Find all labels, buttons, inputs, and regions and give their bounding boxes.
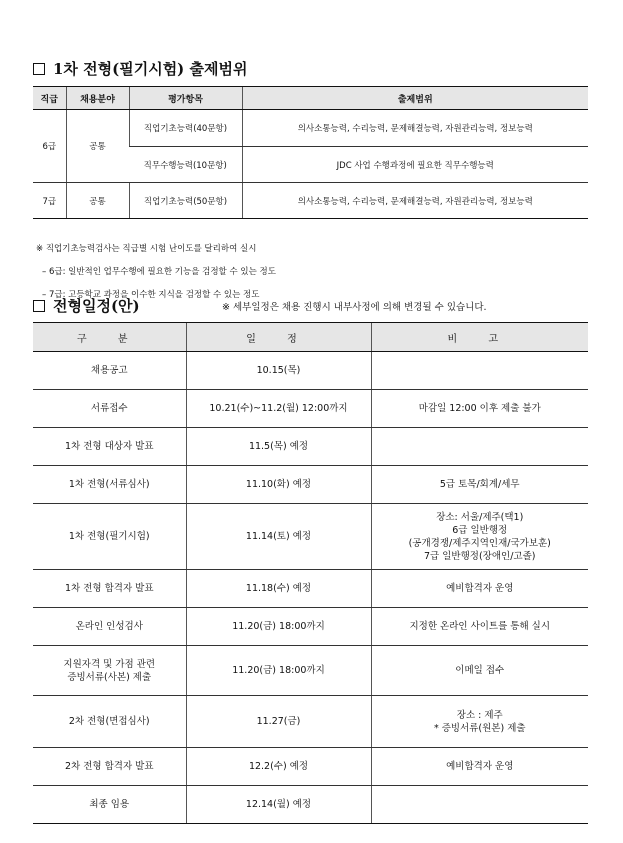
section1-title: 1차 전형(필기시험) 출제범위	[53, 60, 248, 78]
category-cell: 최종 임용	[33, 786, 186, 824]
grade-cell: 7급	[33, 183, 66, 219]
table-row	[33, 110, 588, 147]
category-cell: 채용공고	[33, 352, 186, 390]
category-cell: 서류접수	[33, 390, 186, 428]
scope-cell: JDC 사업 수행과정에 필요한 직무수행능력	[242, 147, 588, 183]
header-grade: 직급	[33, 87, 66, 110]
table-row	[33, 504, 588, 570]
table-row	[33, 352, 588, 390]
table-row	[33, 608, 588, 646]
table-row	[33, 748, 588, 786]
table-row	[33, 183, 588, 219]
schedule-cell: 11.20(금) 18:00까지	[186, 646, 371, 696]
schedule-cell: 11.14(토) 예정	[186, 504, 371, 570]
section2-title: 전형일정(안)	[53, 297, 140, 315]
table-row	[33, 466, 588, 504]
header-field: 채용분야	[66, 87, 129, 110]
category-cell: 1차 전형 합격자 발표	[33, 570, 186, 608]
table-row	[33, 428, 588, 466]
note-line: – 7급: 고등학교 과정을 이수한 지식을 검정할 수 있는 정도	[42, 289, 260, 300]
category-cell: 1차 전형(필기시험)	[33, 504, 186, 570]
section1-heading	[33, 58, 247, 79]
remark-cell	[371, 428, 588, 466]
note-line: ※ 직업기초능력검사는 직급별 시험 난이도를 달리하여 실시	[36, 243, 257, 254]
remark-cell: 5급 토목/회계/세무	[371, 466, 588, 504]
category-cell: 1차 전형(서류심사)	[33, 466, 186, 504]
table-row	[33, 786, 588, 824]
schedule-cell: 11.27(금)	[186, 696, 371, 748]
header-item: 평가항목	[129, 87, 242, 110]
header-scope: 출제범위	[242, 87, 588, 110]
category-cell: 2차 전형(면접심사)	[33, 696, 186, 748]
schedule-cell: 10.21(수)~11.2(월) 12:00까지	[186, 390, 371, 428]
scope-cell: 의사소통능력, 수리능력, 문제해결능력, 자원관리능력, 정보능력	[242, 183, 588, 219]
checkbox-square-icon	[33, 300, 45, 312]
schedule-cell: 10.15(목)	[186, 352, 371, 390]
remark-cell: 장소: 서울/제주(택1) 6급 일반행정 (공개경쟁/제주지역인재/국가보훈) 7급 일반행정(장애인/고졸)	[371, 504, 588, 570]
table-row	[33, 390, 588, 428]
note-line: – 6급: 일반적인 업무수행에 필요한 기능을 검정할 수 있는 정도	[42, 266, 276, 277]
category-cell: 지원자격 및 가점 관련 증빙서류(사본) 제출	[33, 646, 186, 696]
field-cell: 공통	[66, 183, 129, 219]
category-cell: 2차 전형 합격자 발표	[33, 748, 186, 786]
schedule-change-note: ※ 세부일정은 채용 진행시 내부사정에 의해 변경될 수 있습니다.	[222, 302, 487, 313]
schedule-cell: 11.20(금) 18:00까지	[186, 608, 371, 646]
schedule-table	[33, 322, 588, 824]
schedule-cell: 11.18(수) 예정	[186, 570, 371, 608]
schedule-cell: 11.5(목) 예정	[186, 428, 371, 466]
scope-cell: 의사소통능력, 수리능력, 문제해결능력, 자원관리능력, 정보능력	[242, 110, 588, 147]
table-row	[33, 696, 588, 748]
remark-cell: 장소 : 제주 * 증빙서류(원본) 제출	[371, 696, 588, 748]
remark-cell	[371, 786, 588, 824]
remark-cell: 이메일 접수	[371, 646, 588, 696]
header-remark: 비 고	[371, 323, 588, 352]
schedule-cell: 12.14(월) 예정	[186, 786, 371, 824]
item-cell: 직업기초능력(40문항)	[129, 110, 242, 147]
category-cell: 온라인 인성검사	[33, 608, 186, 646]
table-row	[33, 570, 588, 608]
schedule-cell: 11.10(화) 예정	[186, 466, 371, 504]
header-schedule: 일 정	[186, 323, 371, 352]
table-row	[33, 646, 588, 696]
checkbox-square-icon	[33, 63, 45, 75]
remark-cell: 예비합격자 운영	[371, 570, 588, 608]
field-cell: 공통	[66, 110, 129, 183]
exam-scope-table	[33, 86, 588, 219]
table-header-row	[33, 323, 588, 352]
category-cell: 1차 전형 대상자 발표	[33, 428, 186, 466]
remark-cell: 지정한 온라인 사이트를 통해 실시	[371, 608, 588, 646]
item-cell: 직업기초능력(50문항)	[129, 183, 242, 219]
item-cell: 직무수행능력(10문항)	[129, 147, 242, 183]
remark-cell	[371, 352, 588, 390]
header-category: 구 분	[33, 323, 186, 352]
remark-cell: 마감일 12:00 이후 제출 불가	[371, 390, 588, 428]
table-header-row	[33, 87, 588, 110]
schedule-cell: 12.2(수) 예정	[186, 748, 371, 786]
grade-cell: 6급	[33, 110, 66, 183]
section2-heading	[33, 295, 140, 316]
remark-cell: 예비합격자 운영	[371, 748, 588, 786]
